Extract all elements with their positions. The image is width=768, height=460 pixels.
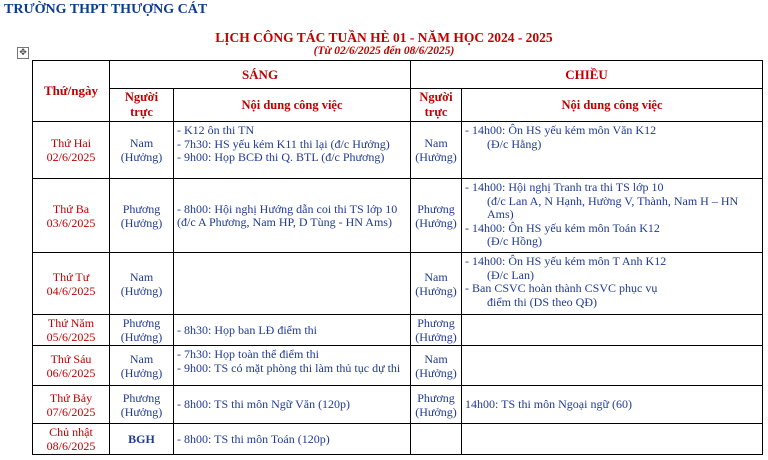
am-content-line: - K12 ôn thi TN	[177, 123, 255, 137]
pm-content-cell	[462, 253, 763, 315]
day-cell	[33, 346, 110, 386]
day-cell	[33, 424, 110, 455]
day-cell	[33, 386, 110, 424]
header-day: Thứ/ngày	[33, 61, 110, 122]
day-name: Thứ Ba	[52, 201, 90, 216]
am-content-line: - 7h30: HS yếu kém K11 thi lại (đ/c Hưởng)	[177, 136, 390, 151]
table-row	[33, 386, 763, 424]
pm-content-line: điểm thi (DS theo QĐ)	[487, 294, 597, 309]
pm-content-cell	[462, 179, 763, 253]
pm-content-line: (Đ/c Hằng)	[487, 136, 542, 151]
day-date: 02/6/2025	[46, 150, 96, 164]
day-name: Thứ Năm	[47, 316, 95, 330]
am-content-line: - 9h00: Họp BCĐ thi Q. BTL (đ/c Phương)	[177, 150, 385, 164]
day-name: Thứ Hai	[50, 136, 92, 150]
am-content-cell	[174, 122, 411, 179]
day-name: Thứ Sáu	[50, 351, 92, 366]
day-date: 06/6/2025	[46, 365, 96, 380]
pm-content-cell	[462, 346, 763, 386]
am-content-line: - 8h30: Họp ban LĐ điểm thi	[177, 322, 317, 337]
day-name: Chủ nhật	[49, 425, 93, 439]
day-date: 03/6/2025	[46, 215, 96, 230]
day-cell	[33, 179, 110, 253]
am-duty-cell: BGH	[110, 424, 174, 455]
pm-content-cell	[462, 122, 763, 179]
day-date: 04/6/2025	[46, 283, 96, 298]
day-cell	[33, 315, 110, 346]
am-duty-cell: Phương (Hưởng)	[110, 179, 174, 253]
header-am-content: Nội dung công việc	[174, 89, 411, 122]
am-content-cell	[174, 253, 411, 315]
am-duty-cell: Nam (Hưởng)	[110, 122, 174, 179]
school-name: TRƯỜNG THPT THƯỢNG CÁT	[4, 2, 208, 17]
pm-content-cell	[462, 315, 763, 346]
header-pm-content: Nội dung công việc	[462, 89, 763, 122]
pm-content-line: - 14h00: Ôn HS yếu kém môn Toán K12	[465, 220, 660, 235]
page-subtitle: (Từ 02/6/2025 đến 08/6/2025)	[313, 45, 455, 57]
pm-content-line: - 14h00: Hội nghị Tranh tra thi TS lớp 10	[465, 180, 664, 194]
pm-duty-cell: Nam (Hưởng)	[411, 122, 462, 179]
pm-content-line: - 14h00: Ôn HS yếu kém môn Văn K12	[465, 123, 657, 137]
am-content-cell	[174, 179, 411, 253]
day-date: 08/6/2025	[46, 439, 96, 453]
pm-duty-cell: Phương (Hưởng)	[411, 315, 462, 346]
pm-duty-cell	[411, 424, 462, 455]
header-afternoon: CHIỀU	[411, 61, 763, 89]
pm-content-line: 14h00: TS thi môn Ngoại ngữ (60)	[465, 397, 632, 412]
pm-duty-cell: Nam (Hưởng)	[411, 253, 462, 315]
am-duty-cell: Phương (Hưởng)	[110, 386, 174, 424]
am-content-line: - 8h00: TS thi môn Toán (120p)	[177, 431, 330, 446]
day-cell	[33, 253, 110, 315]
table-row	[33, 179, 763, 253]
pm-content-cell	[462, 424, 763, 455]
header-morning: SÁNG	[110, 61, 411, 89]
pm-content-line: - Ban CSVC hoàn thành CSVC phục vụ	[465, 281, 658, 295]
pm-duty-cell: Nam (Hưởng)	[411, 346, 462, 386]
am-content-cell	[174, 424, 411, 455]
page-title: LỊCH CÔNG TÁC TUẦN HÈ 01 - NĂM HỌC 2024 - 2025	[215, 30, 553, 45]
table-row	[33, 315, 763, 346]
header-pm-duty: Người trực	[411, 89, 462, 122]
pm-duty-cell: Phương (Hưởng)	[411, 386, 462, 424]
day-name: Thứ Bảy	[49, 390, 93, 405]
am-content-line: - 7h30: Họp toàn thể điểm thi	[177, 347, 319, 361]
day-date: 07/6/2025	[46, 404, 96, 419]
am-content-line: - 9h00: TS có mặt phòng thi làm thủ tục dự thi	[177, 360, 401, 375]
am-content-cell	[174, 386, 411, 424]
table-row	[33, 346, 763, 386]
pm-content-line: (đ/c Lan A, N Hạnh, Hường V, Thành, Nam H – HN Ams)	[487, 193, 739, 221]
pm-content-line: - 14h00: Ôn HS yếu kém môn T Anh K12	[465, 254, 667, 268]
table-row	[33, 424, 763, 455]
pm-content-line: (Đ/c Lan)	[487, 267, 534, 282]
table-row	[33, 122, 763, 179]
schedule-body	[33, 122, 763, 455]
pm-content-cell	[462, 386, 763, 424]
day-name: Thứ Tư	[52, 269, 90, 284]
am-content-cell	[174, 315, 411, 346]
pm-content-line: (Đ/c Hồng)	[487, 234, 542, 248]
day-date: 05/6/2025	[46, 330, 96, 344]
am-duty-cell: Nam (Hưởng)	[110, 346, 174, 386]
day-cell	[33, 122, 110, 179]
am-content-cell	[174, 346, 411, 386]
am-content-line: - 8h00: Hội nghị Hướng dẫn coi thi TS lớp 10 (đ/c A Phương, Nam HP, D Tùng - HN Ams)	[177, 201, 398, 229]
table-row	[33, 253, 763, 315]
table-move-handle-icon[interactable]: ✥	[17, 47, 29, 59]
pm-duty-cell: Phương (Hưởng)	[411, 179, 462, 253]
schedule-table	[32, 60, 763, 455]
header-am-duty: Người trực	[110, 89, 174, 122]
am-content-line: - 8h00: TS thi môn Ngữ Văn (120p)	[177, 397, 351, 412]
am-duty-cell: Phương (Hưởng)	[110, 315, 174, 346]
am-duty-cell: Nam (Hưởng)	[110, 253, 174, 315]
